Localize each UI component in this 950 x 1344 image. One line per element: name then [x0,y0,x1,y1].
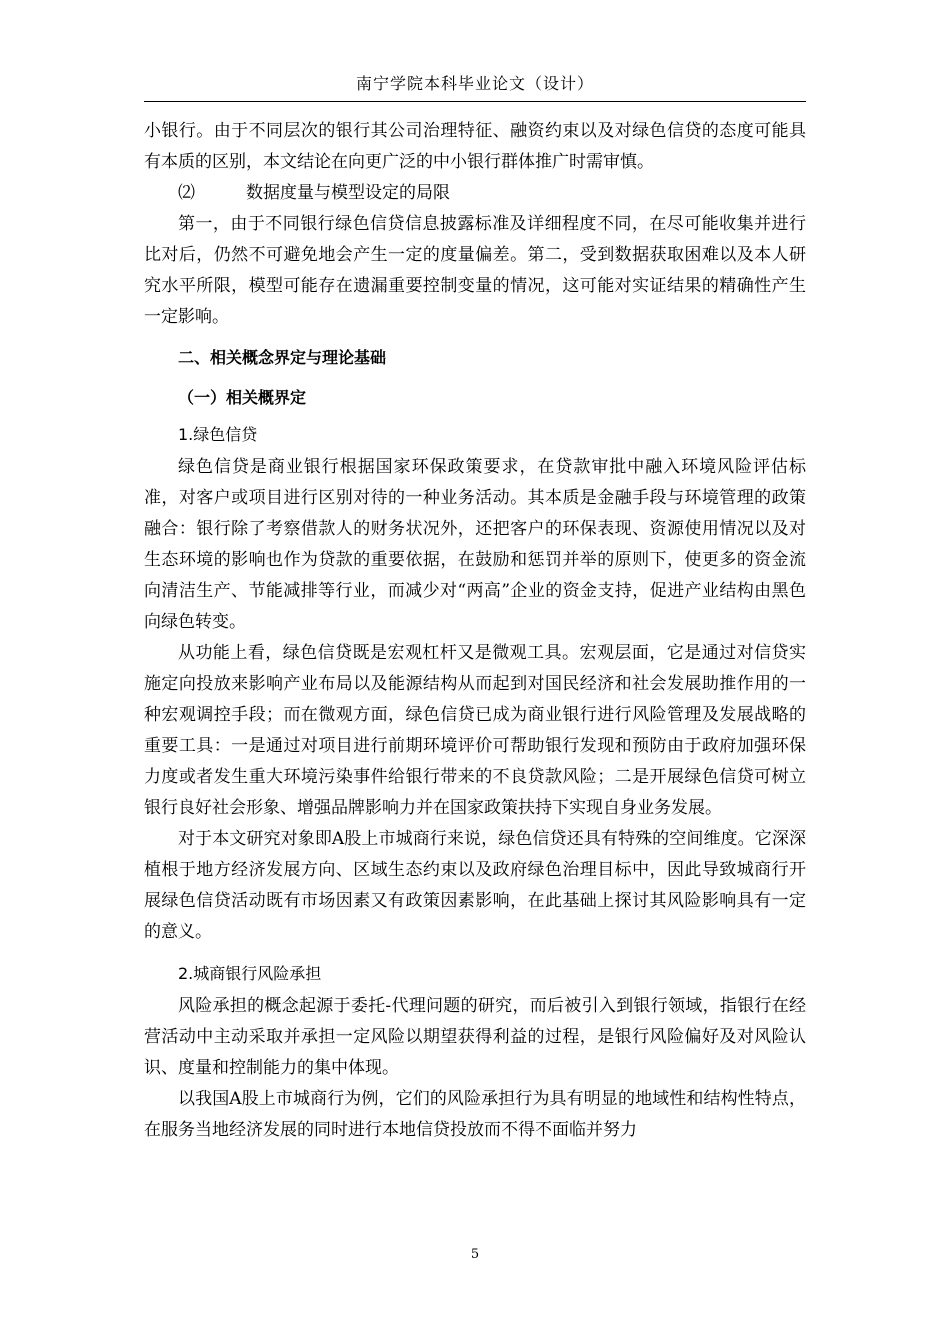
paragraph-green-credit-1: 绿色信贷是商业银行根据国家环保政策要求，在贷款审批中融入环境风险评估标准，对客户或项目进行区别对待的一种业务活动。其本质是金融手段与环境管理的政策融合：银行除了考察借款人的财务状况外，还把客户的环保表现、资源使用情况以及对生态环境的影响也作为贷款的重要依据，在鼓励和惩罚并举的原则下，使更多的资金流向清洁生产、节能减排等行业，而减少对“两高”企业的资金支持，促进产业结构由黑色向绿色转变。 [144,457,806,632]
paragraph-green-credit-3: 对于本文研究对象即A股上市城商行来说，绿色信贷还具有特殊的空间维度。它深深植根于地方经济发展方向、区域生态约束以及政府绿色治理目标中，因此导致城商行开展绿色信贷活动既有市场因素又有政策因素影响，在此基础上探讨其风险影响具有一定的意义。 [144,829,806,942]
item-1-heading: 1.绿色信贷 [178,425,258,444]
paragraph-continued: 小银行。由于不同层次的银行其公司治理特征、融资约束以及对绿色信贷的态度可能具有本质的区别，本文结论在向更广泛的中小银行群体推广时需审慎。 [144,121,806,172]
header-divider [144,101,806,102]
page-body [144,116,806,1146]
paragraph-green-credit-2: 从功能上看，绿色信贷既是宏观杠杆又是微观工具。宏观层面，它是通过对信贷实施定向投放来影响产业布局以及能源结构从而起到对国民经济和社会发展助推作用的一种宏观调控手段；而在微观方面，绿色信贷已成为商业银行进行风险管理及发展战略的重要工具：一是通过对项目进行前期环境评价可帮助银行发现和预防由于政府加强环保力度或者发生重大环境污染事件给银行带来的不良贷款风险；二是开展绿色信贷可树立银行良好社会形象、增强品牌影响力并在国家政策扶持下实现自身业务发展。 [144,643,806,818]
paragraph-risk-2: 以我国A股上市城商行为例，它们的风险承担行为具有明显的地域性和结构性特点，在服务当地经济发展的同时进行本地信贷投放而不得不面临并努力 [144,1089,806,1140]
item-2-heading: 2.城商银行风险承担 [178,964,322,983]
limitation-2-number: ⑵ [178,183,195,203]
limitation-2-title: 数据度量与模型设定的局限 [246,183,450,203]
limitation-2-heading [144,178,806,209]
paragraph-limitation-2: 第一，由于不同银行绿色信贷信息披露标准及详细程度不同，在尽可能收集并进行比对后，仍然不可避免地会产生一定的度量偏差。第二，受到数据获取困难以及本人研究水平所限，模型可能存在遗漏重要控制变量的情况，这可能对实证结果的精确性产生一定影响。 [144,214,806,327]
paragraph-risk-1: 风险承担的概念起源于委托-代理问题的研究，而后被引入到银行领域，指银行在经营活动中主动采取并承担一定风险以期望获得利益的过程，是银行风险偏好及对风险认识、度量和控制能力的集中体现。 [144,996,806,1078]
section-2-heading: 二、相关概念界定与理论基础 [178,348,387,367]
section-2-1-heading: （一）相关概界定 [178,388,307,407]
page-number: 5 [470,1247,480,1262]
page-header-title: 南宁学院本科毕业论文（设计） [355,74,594,93]
